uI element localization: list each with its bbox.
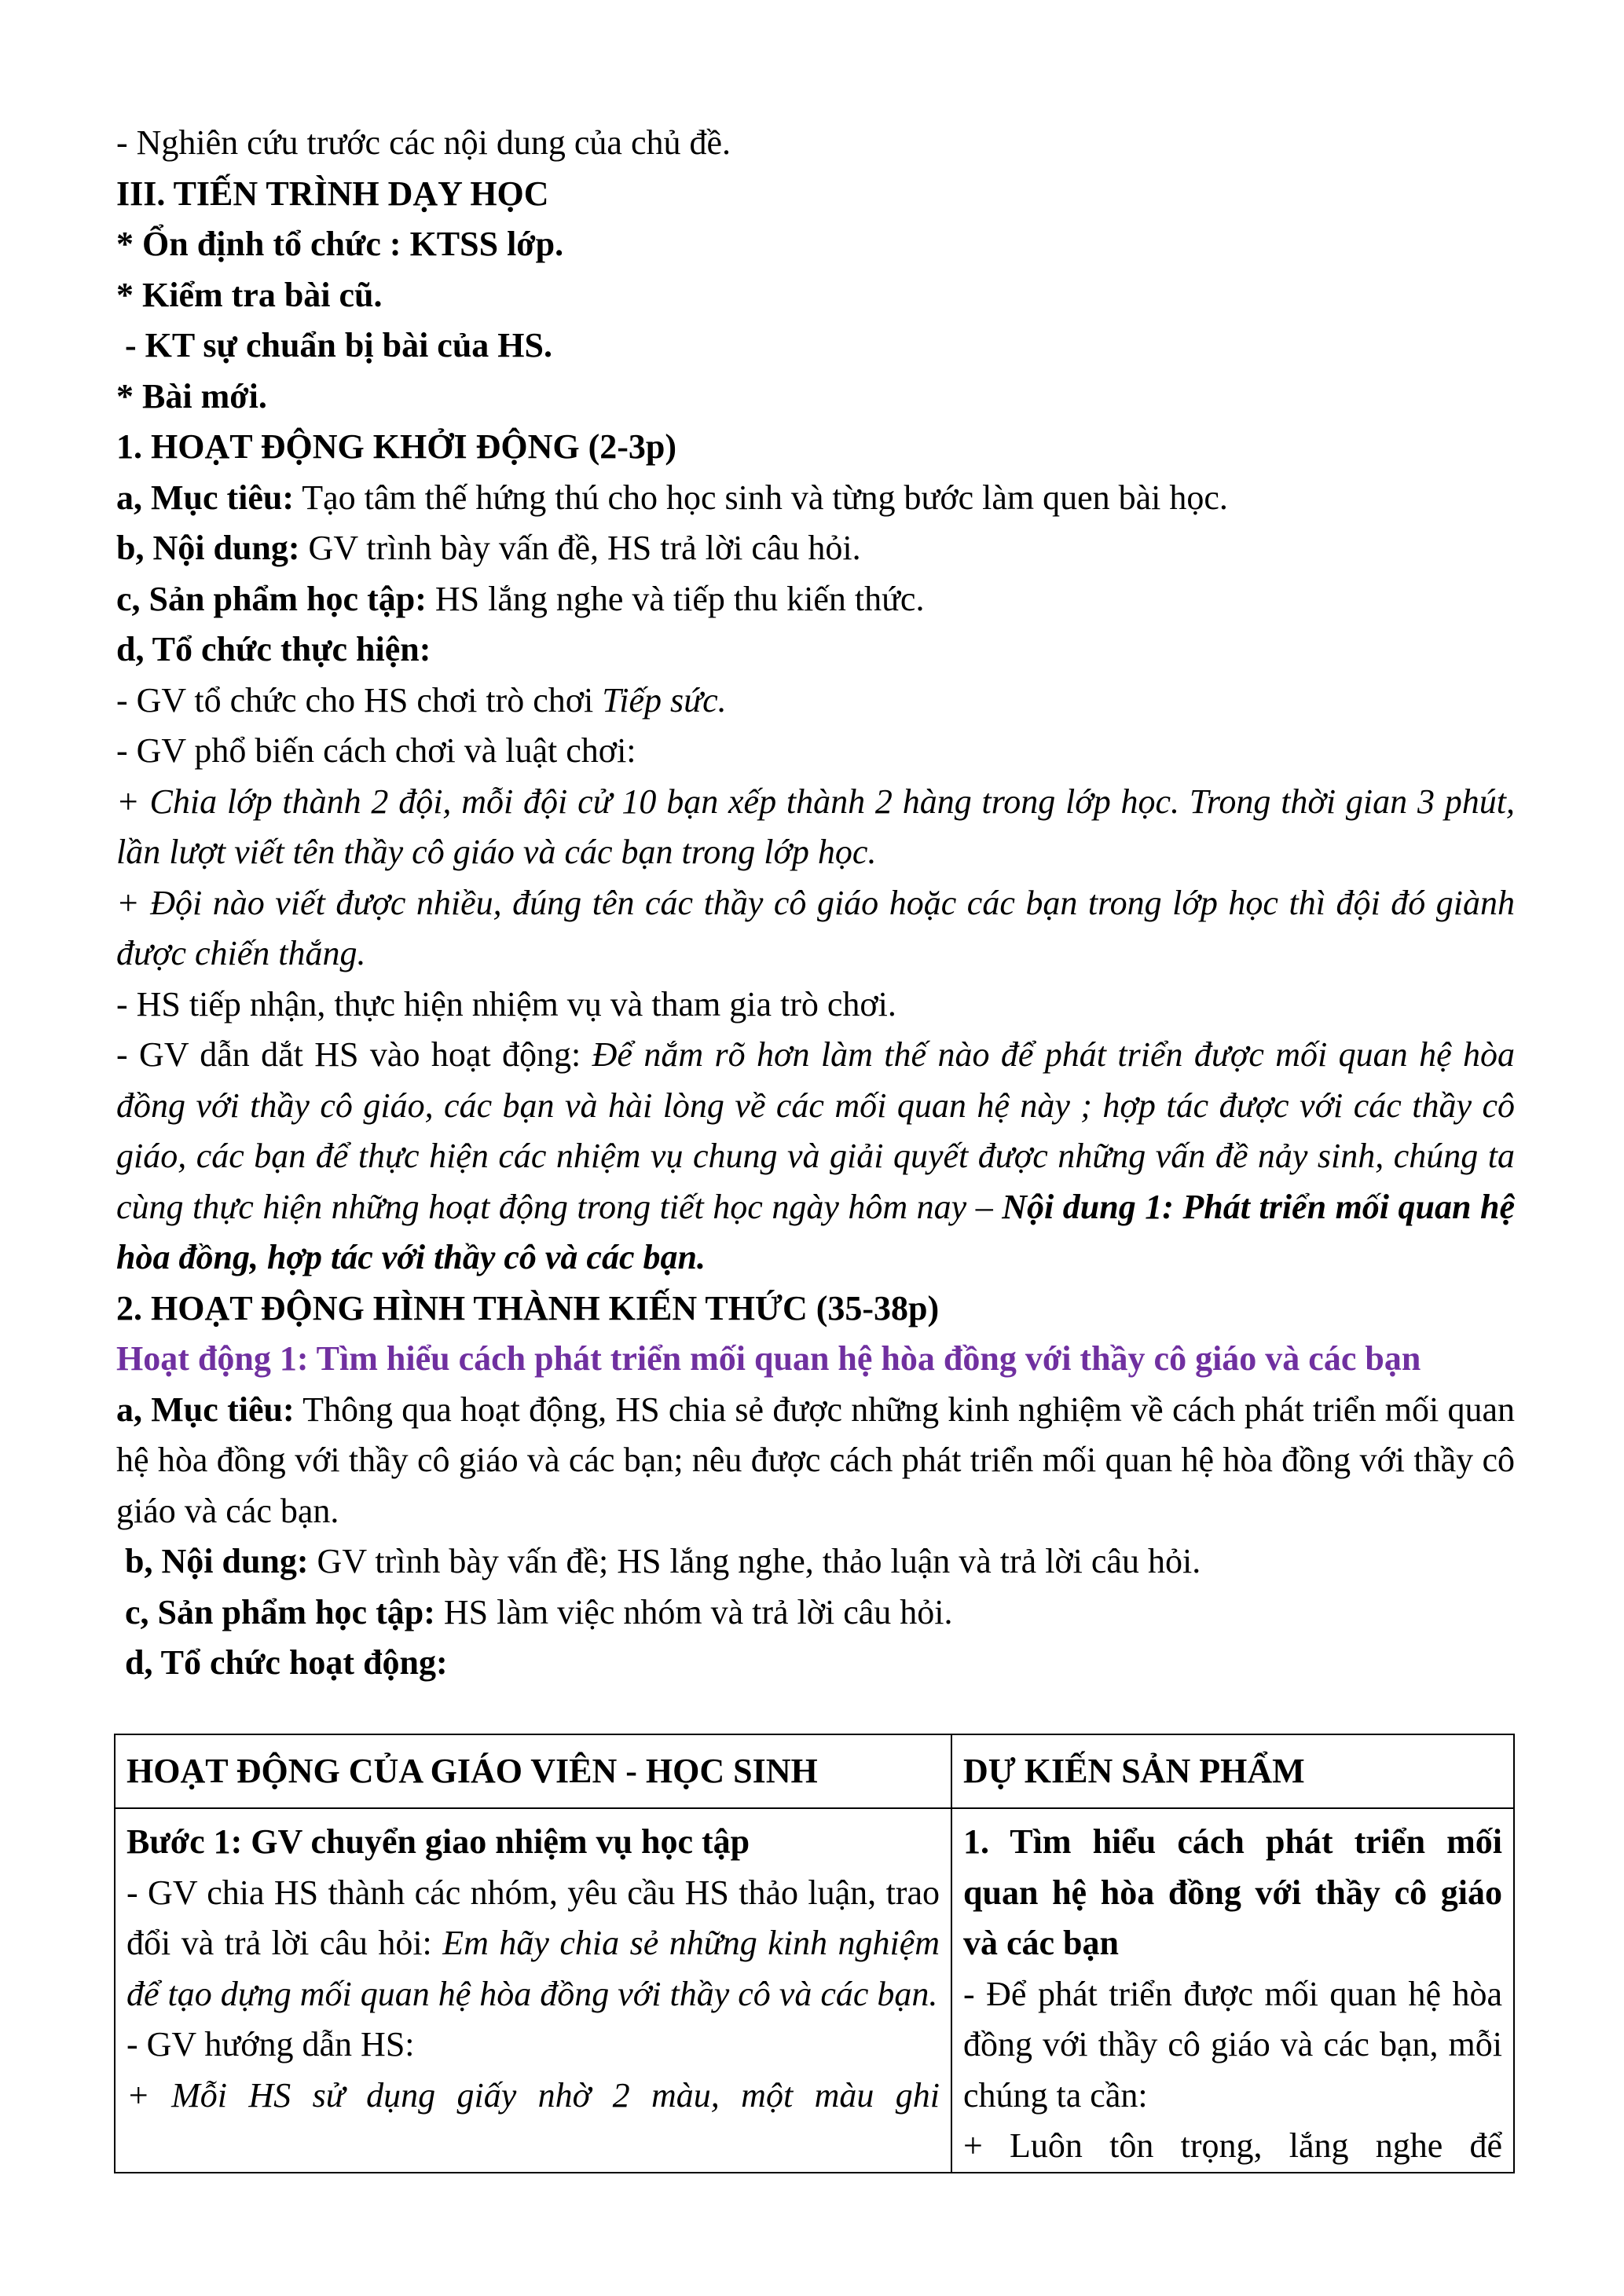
table-header-row (115, 1734, 1514, 1808)
activity-1-organization-label: d, Tổ chức hoạt động: (116, 1643, 448, 1682)
activity-1-content (116, 1536, 1515, 1587)
product-intro: - Để phát triển được mối quan hệ hòa đồng với thầy cô giáo và các bạn, mỗi chúng ta cần: (963, 1974, 1502, 2115)
lead-in-dash: – (966, 1187, 1003, 1226)
activity-1-title: Hoạt động 1: Tìm hiểu cách phát triển mối quan hệ hòa đồng với thầy cô giáo và các bạn (116, 1339, 1421, 1378)
old-lesson-check-line: * Kiểm tra bài cũ. (116, 275, 383, 314)
content-label: b, Nội dung: (116, 1542, 309, 1580)
objective-label: a, Mục tiêu: (116, 1390, 295, 1429)
instruction-question: Em hãy chia sẻ những kinh nghiệm để tạo dựng mối quan hệ hòa đồng với thầy cô và các bạn. (126, 1924, 940, 2013)
objective-label: a, Mục tiêu: (116, 478, 295, 517)
rules-intro: - GV phổ biến cách chơi và luật chơi: (116, 731, 636, 770)
startup-product (116, 574, 1515, 625)
startup-organization-label: d, Tổ chức thực hiện: (116, 630, 431, 668)
objective-text: Tạo tâm thế hứng thú cho học sinh và từng bước làm quen bài học. (294, 478, 1228, 517)
hs-receive-line: - HS tiếp nhận, thực hiện nhiệm vụ và tham gia trò chơi. (116, 984, 896, 1023)
document-page (116, 118, 1515, 1689)
header-expected-product: DỰ KIẾN SẢN PHẨM (951, 1734, 1514, 1808)
guidance-intro: - GV hướng dẫn HS: (126, 2025, 415, 2063)
table-row (115, 1808, 1514, 2173)
product-label: c, Sản phẩm học tập: (116, 1592, 435, 1631)
objective-text: Thông qua hoạt động, HS chia sẻ được những kinh nghiệm về cách phát triển mối quan hệ hòa đồng với thầy cô giáo và các bạn; nêu được cách phát triển mối quan hệ hòa đồng với thầy cô giáo và các bạn. (116, 1390, 1515, 1530)
class-organization-line: * Ổn định tổ chức : KTSS lớp. (116, 225, 564, 263)
game-intro-text: - GV tổ chức cho HS chơi trò chơi (116, 680, 603, 720)
activity-table (114, 1734, 1515, 2173)
lead-in-bold: Nội dung 1: Phát triển mối quan hệ hòa đồng, hợp tác với thầy cô và các bạn. (116, 1187, 1515, 1276)
rule-1: + Chia lớp thành 2 đội, mỗi đội cử 10 bạn xếp thành 2 hàng trong lớp học. Trong thời gian 3 phút, lần lượt viết tên thầy cô giáo và các bạn trong lớp học. (116, 782, 1515, 871)
prep-line: - Nghiên cứu trước các nội dung của chủ đề. (116, 123, 731, 162)
content-text: GV trình bày vấn đề, HS trả lời câu hỏi. (299, 529, 861, 567)
product-item: + Luôn tôn trọng, lắng nghe để (963, 2126, 1502, 2165)
game-intro (116, 676, 1515, 727)
product-text: HS lắng nghe và tiếp thu kiến thức. (426, 579, 925, 618)
startup-objective (116, 473, 1515, 524)
lead-in-prefix: - GV dẫn dắt HS vào hoạt động: (116, 1035, 592, 1074)
content-text: GV trình bày vấn đề; HS lắng nghe, thảo luận và trả lời câu hỏi. (308, 1542, 1201, 1580)
teacher-student-cell (115, 1808, 951, 2173)
product-title: 1. Tìm hiểu cách phát triển mối quan hệ hòa đồng với thầy cô giáo và các bạn (963, 1822, 1502, 1962)
startup-content (116, 523, 1515, 574)
step-1-title: Bước 1: GV chuyển giao nhiệm vụ học tập (126, 1822, 750, 1861)
step-1-instruction (126, 1868, 940, 2020)
expected-product-cell (951, 1808, 1514, 2173)
new-lesson-line: * Bài mới. (116, 376, 267, 416)
product-label: c, Sản phẩm học tập: (116, 579, 427, 618)
startup-activity-heading: 1. HOẠT ĐỘNG KHỞI ĐỘNG (2-3p) (116, 427, 677, 466)
activity-1-objective (116, 1385, 1515, 1537)
product-text: HS làm việc nhóm và trả lời câu hỏi. (434, 1592, 953, 1631)
preparation-check-line: - KT sự chuẩn bị bài của HS. (116, 326, 552, 364)
rule-2: + Đội nào viết được nhiều, đúng tên các thầy cô giáo hoặc các bạn trong lớp học thì đội đó giành được chiến thắng. (116, 883, 1515, 972)
instruction-text: - GV chia HS thành các nhóm, yêu cầu HS thảo luận, trao đổi và trả lời câu hỏi: (126, 1873, 940, 1962)
lead-in-paragraph (116, 1030, 1515, 1283)
content-label: b, Nội dung: (116, 529, 300, 567)
section-heading-teaching-process: III. TIẾN TRÌNH DẠY HỌC (116, 174, 549, 213)
header-teacher-student-activity: HOẠT ĐỘNG CỦA GIÁO VIÊN - HỌC SINH (115, 1734, 951, 1808)
game-name: Tiếp sức. (602, 680, 727, 720)
knowledge-activity-heading: 2. HOẠT ĐỘNG HÌNH THÀNH KIẾN THỨC (35-38p) (116, 1288, 940, 1327)
activity-1-product (116, 1587, 1515, 1639)
lead-in-italic: Để nắm rõ hơn làm thế nào để phát triển được mối quan hệ hòa đồng với thầy cô giáo, các bạn và hài lòng về các mối quan hệ này ; hợp tác được với các thầy cô giáo, các bạn để thực hiện các nhiệm vụ chung và giải quyết được những vấn đề nảy sinh, chúng ta cùng thực hiện những hoạt động trong tiết học ngày hôm nay (116, 1035, 1515, 1226)
guidance-item: + Mỗi HS sử dụng giấy nhờ 2 màu, một màu ghi (126, 2075, 940, 2115)
